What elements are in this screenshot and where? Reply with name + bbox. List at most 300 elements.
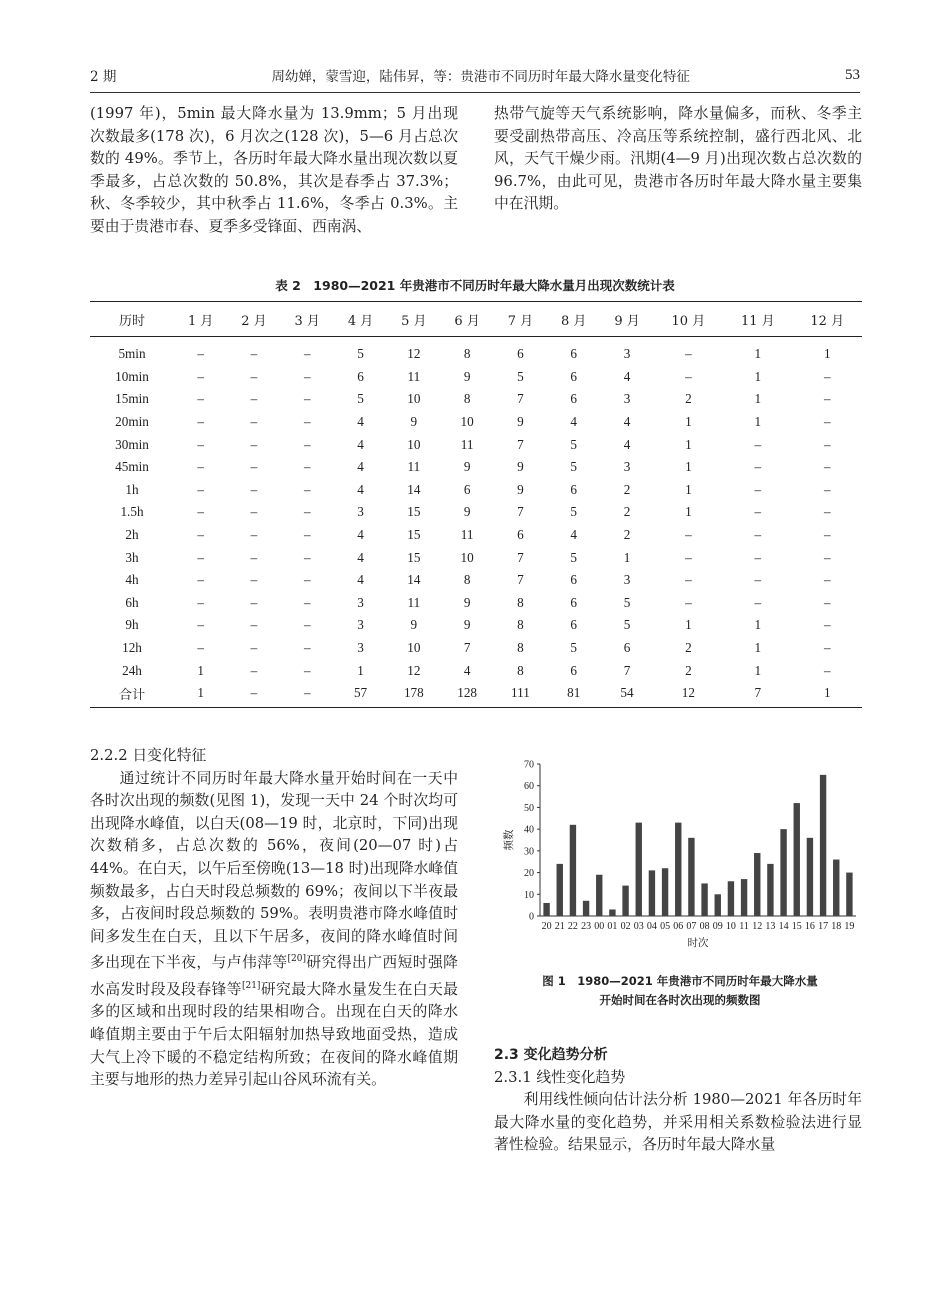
x-tick-label: 21 bbox=[554, 921, 565, 932]
bar-hour-10 bbox=[728, 881, 734, 916]
caption-line-2: 开始时间在各时次出现的频数图 bbox=[599, 993, 761, 1007]
table-cell: 6 bbox=[357, 368, 364, 384]
x-tick-label: 02 bbox=[620, 921, 631, 932]
table-cell: 12 bbox=[654, 682, 723, 707]
table-cell: 4 bbox=[623, 368, 631, 384]
bar-hour-15 bbox=[794, 803, 800, 916]
table-cell: 6 bbox=[570, 594, 578, 610]
table-cell: – bbox=[197, 572, 204, 588]
table-cell: 4 bbox=[357, 481, 364, 497]
section-222-heading: 2.2.2 日变化特征 bbox=[90, 747, 207, 764]
x-tick-label: 22 bbox=[567, 921, 578, 932]
table-cell: 4 bbox=[463, 662, 471, 678]
table-cell: 6 bbox=[570, 662, 578, 678]
table-cell: 20min bbox=[115, 414, 149, 430]
table-cell: 8 bbox=[463, 572, 471, 588]
column-header: 3 月 bbox=[281, 302, 334, 337]
table-cell: 1 bbox=[685, 617, 692, 633]
table-cell: 3 bbox=[623, 572, 631, 588]
table-cell: – bbox=[250, 640, 258, 656]
y-tick-label: 70 bbox=[524, 759, 534, 771]
x-tick-label: 16 bbox=[804, 921, 815, 932]
table-cell: 9 bbox=[463, 504, 471, 520]
table-cell: 5 bbox=[623, 594, 631, 610]
table-cell: 2 bbox=[685, 662, 692, 678]
table-cell: 1 bbox=[685, 504, 692, 520]
table-cell: – bbox=[303, 572, 311, 588]
table-cell: – bbox=[227, 682, 280, 707]
table-cell: – bbox=[197, 594, 204, 610]
table-cell: 9h bbox=[125, 617, 139, 633]
table-cell: 1.5h bbox=[120, 504, 144, 520]
table-cell: – bbox=[823, 436, 831, 452]
column-header: 4 月 bbox=[334, 302, 387, 337]
x-tick-label: 01 bbox=[607, 921, 618, 932]
bar-hour-02 bbox=[622, 886, 628, 916]
table-header-row bbox=[90, 302, 862, 337]
table-cell: 2h bbox=[125, 527, 139, 543]
table-cell: 3 bbox=[357, 594, 364, 610]
table-cell: 24h bbox=[122, 662, 142, 678]
table-cell: – bbox=[250, 572, 258, 588]
table-cell: 8 bbox=[517, 662, 524, 678]
table-cell: – bbox=[685, 594, 692, 610]
x-tick-label: 14 bbox=[778, 921, 789, 932]
table-cell: 1 bbox=[754, 346, 762, 362]
table-cell: 6 bbox=[570, 617, 578, 633]
y-tick-label: 10 bbox=[524, 889, 534, 901]
table-cell: 4 bbox=[357, 436, 364, 452]
table-cell: 1 bbox=[685, 481, 692, 497]
table-cell: – bbox=[685, 572, 692, 588]
table-cell: 3 bbox=[357, 640, 364, 656]
table-row bbox=[90, 337, 862, 366]
table-cell: – bbox=[197, 391, 204, 407]
table-cell: – bbox=[250, 662, 258, 678]
table-cell: – bbox=[250, 391, 258, 407]
table-cell: 8 bbox=[517, 640, 524, 656]
x-tick-label: 04 bbox=[646, 921, 657, 932]
table-cell: 2 bbox=[685, 391, 692, 407]
table-row bbox=[90, 501, 862, 524]
table-cell: 45min bbox=[115, 459, 149, 475]
section-222-paragraph bbox=[90, 768, 458, 1092]
table-row bbox=[90, 614, 862, 637]
x-tick-label: 13 bbox=[765, 921, 776, 932]
table-cell: – bbox=[303, 481, 311, 497]
bar-hour-06 bbox=[675, 823, 681, 916]
table-cell: 4 bbox=[357, 459, 364, 475]
table-cell: 5 bbox=[570, 549, 578, 565]
x-tick-label: 05 bbox=[660, 921, 671, 932]
table-cell: – bbox=[303, 459, 311, 475]
table-cell: 1 bbox=[792, 682, 862, 707]
table-cell: 7 bbox=[517, 549, 524, 565]
column-header: 1 月 bbox=[174, 302, 227, 337]
issue-number: 2 期 bbox=[90, 69, 117, 85]
bar-hour-09 bbox=[715, 894, 721, 916]
table-cell: 9 bbox=[517, 481, 524, 497]
table-cell: – bbox=[303, 549, 311, 565]
table-body bbox=[90, 337, 862, 708]
x-tick-label: 19 bbox=[844, 921, 855, 932]
table-cell: – bbox=[685, 549, 692, 565]
bar-hour-11 bbox=[741, 879, 747, 916]
table-cell: 1 bbox=[174, 682, 227, 707]
x-tick-label: 00 bbox=[594, 921, 605, 932]
column-header: 6 月 bbox=[440, 302, 493, 337]
table-cell: 4 bbox=[623, 414, 631, 430]
table-cell: 1 bbox=[623, 549, 631, 565]
table-cell: 1 bbox=[754, 617, 762, 633]
table-cell: 2 bbox=[623, 481, 631, 497]
y-axis-label: 频数 bbox=[503, 829, 515, 851]
table-cell: – bbox=[754, 549, 762, 565]
table-cell: 11 bbox=[407, 594, 421, 610]
bar-hour-08 bbox=[701, 883, 707, 916]
paragraph-text-3: 研究最大降水量发生在白天最多的区域和出现时段的结果相吻合。出现在白天的降水峰值期主要由于午后太阳辐射加热导致地面受热，造成大气上冷下暖的不稳定结构所致；在夜间的降水峰值期主要与地形的热力差异引起山谷风环流有关。 bbox=[90, 980, 458, 1089]
table-cell: 4 bbox=[357, 549, 364, 565]
table-cell: 9 bbox=[517, 414, 524, 430]
section-222 bbox=[90, 745, 458, 1092]
table-cell: 11 bbox=[460, 436, 474, 452]
table-cell: 11 bbox=[460, 527, 474, 543]
top-left-paragraph: (1997 年)，5min 最大降水量为 13.9mm；5 月出现次数最多(178 次)，6 月次之(128 次)，5—6 月占总次数的 49%。季节上，各历时年最大降水量出现次数以夏季最多，占总次数的 50.8%，其次是春季占 37.3%；秋、冬季较少，其中秋季占 11.6%，冬季占 0.3%。主要由于贵港市春、夏季多受锋面、西南涡、 bbox=[90, 105, 458, 235]
table-cell: 4 bbox=[570, 414, 578, 430]
table-row bbox=[90, 433, 862, 456]
table-cell: – bbox=[250, 459, 258, 475]
table-cell: 1 bbox=[357, 662, 364, 678]
table-row bbox=[90, 366, 862, 389]
table-cell: – bbox=[197, 414, 204, 430]
table-cell: – bbox=[250, 436, 258, 452]
x-tick-label: 20 bbox=[541, 921, 552, 932]
x-tick-label: 06 bbox=[673, 921, 684, 932]
table-cell: 12 bbox=[407, 662, 421, 678]
running-title: 周幼婵，蒙雪迎，陆伟昇，等：贵港市不同历时年最大降水量变化特征 bbox=[271, 69, 690, 85]
table-cell: 7 bbox=[517, 504, 524, 520]
table-cell: – bbox=[197, 617, 204, 633]
table-cell: – bbox=[250, 594, 258, 610]
table-cell: 7 bbox=[463, 640, 471, 656]
table-cell: 4h bbox=[125, 572, 139, 588]
top-right-paragraph: 热带气旋等天气系统影响，降水量偏多，而秋、冬季主要受副热带高压、冷高压等系统控制，盛行西北风、北风，天气干燥少雨。汛期(4—9 月)出现次数占总次数的 96.7%，由此可见，贵港市各历时年最大降水量主要集中在汛期。 bbox=[494, 105, 862, 213]
table-row bbox=[90, 592, 862, 615]
table-row bbox=[90, 411, 862, 434]
column-header: 9 月 bbox=[600, 302, 653, 337]
table-cell: 14 bbox=[407, 572, 421, 588]
table-row bbox=[90, 524, 862, 547]
table-cell: 11 bbox=[407, 459, 421, 475]
table-cell: 10 bbox=[460, 549, 474, 565]
table-cell: 1 bbox=[754, 414, 762, 430]
table-cell: 14 bbox=[407, 481, 421, 497]
top-right-column bbox=[494, 103, 862, 216]
table-cell: 5 bbox=[570, 436, 578, 452]
bar-hour-01 bbox=[609, 909, 615, 916]
figure-1-bar-chart bbox=[500, 756, 860, 966]
bar-hour-21 bbox=[557, 864, 563, 916]
bar-hour-07 bbox=[688, 838, 694, 916]
table-row bbox=[90, 637, 862, 660]
table-cell: 1 bbox=[197, 662, 204, 678]
table-cell: 1 bbox=[823, 346, 831, 362]
column-header: 5 月 bbox=[387, 302, 440, 337]
column-header: 7 月 bbox=[494, 302, 547, 337]
table-cell: – bbox=[823, 617, 831, 633]
section-23-heading: 2.3 变化趋势分析 bbox=[494, 1047, 608, 1063]
table-cell: 5 bbox=[517, 368, 524, 384]
table-cell: – bbox=[303, 617, 311, 633]
y-tick-label: 30 bbox=[524, 846, 534, 858]
table-row bbox=[90, 569, 862, 592]
y-tick-label: 20 bbox=[524, 868, 534, 880]
table-cell: – bbox=[197, 368, 204, 384]
table-cell: – bbox=[250, 549, 258, 565]
table-cell: 1 bbox=[685, 436, 692, 452]
table-cell: 5 bbox=[357, 391, 364, 407]
table-cell: 8 bbox=[517, 617, 524, 633]
column-header: 2 月 bbox=[227, 302, 280, 337]
table-cell: – bbox=[823, 549, 831, 565]
table-cell: 15min bbox=[115, 391, 149, 407]
x-tick-label: 18 bbox=[831, 921, 842, 932]
table-cell: – bbox=[754, 527, 762, 543]
table-cell: – bbox=[250, 504, 258, 520]
table-cell: 6 bbox=[570, 368, 578, 384]
page-number: 53 bbox=[844, 66, 860, 83]
table-cell: – bbox=[250, 414, 258, 430]
table-cell: 9 bbox=[463, 617, 471, 633]
table-cell: 9 bbox=[410, 617, 418, 633]
x-tick-label: 12 bbox=[752, 921, 763, 932]
table-cell: 9 bbox=[463, 594, 471, 610]
table-cell: 9 bbox=[463, 368, 471, 384]
bar-hour-19 bbox=[846, 873, 852, 916]
table-cell: 10min bbox=[115, 368, 149, 384]
table-cell: 3 bbox=[623, 346, 631, 362]
x-tick-label: 07 bbox=[686, 921, 697, 932]
table-cell: 1 bbox=[754, 391, 762, 407]
table-cell: 7 bbox=[517, 436, 524, 452]
table-cell: – bbox=[250, 346, 258, 362]
table-cell: – bbox=[197, 459, 204, 475]
table-row bbox=[90, 388, 862, 411]
table-cell: – bbox=[685, 346, 692, 362]
bar-hour-14 bbox=[780, 829, 786, 916]
x-tick-label: 10 bbox=[725, 921, 736, 932]
table-row bbox=[90, 682, 862, 707]
table-cell: 3 bbox=[623, 391, 631, 407]
column-header: 10 月 bbox=[654, 302, 723, 337]
table-cell: 8 bbox=[463, 346, 471, 362]
table-cell: 178 bbox=[387, 682, 440, 707]
y-tick-label: 60 bbox=[524, 781, 534, 793]
table-cell: 10 bbox=[407, 640, 421, 656]
table-cell: 10 bbox=[407, 391, 421, 407]
table-cell: 2 bbox=[623, 527, 631, 543]
table-cell: 1 bbox=[754, 640, 762, 656]
table-cell: 7 bbox=[517, 572, 524, 588]
bar-hour-20 bbox=[543, 903, 549, 916]
table-cell: 3h bbox=[125, 549, 139, 565]
table-cell: 6 bbox=[570, 391, 578, 407]
table-cell: 8 bbox=[463, 391, 471, 407]
table-cell: 1 bbox=[754, 368, 762, 384]
table-cell: – bbox=[754, 459, 762, 475]
table-cell: 1h bbox=[125, 481, 139, 497]
table-cell: 11 bbox=[407, 368, 421, 384]
section-231-heading: 2.3.1 线性变化趋势 bbox=[494, 1068, 626, 1086]
x-tick-label: 09 bbox=[712, 921, 723, 932]
table-row bbox=[90, 659, 862, 682]
table-cell: 5 bbox=[357, 346, 364, 362]
table-cell: – bbox=[823, 368, 831, 384]
table-cell: 4 bbox=[357, 414, 364, 430]
table-cell: – bbox=[823, 391, 831, 407]
section-23 bbox=[494, 1044, 862, 1157]
table-cell: 5min bbox=[118, 346, 146, 362]
citation-21: [21] bbox=[241, 980, 261, 991]
column-header: 11 月 bbox=[723, 302, 792, 337]
x-tick-label: 23 bbox=[581, 921, 592, 932]
x-tick-label: 17 bbox=[818, 921, 829, 932]
table-cell: – bbox=[823, 572, 831, 588]
bar-hour-22 bbox=[570, 825, 576, 916]
table-cell: – bbox=[685, 527, 692, 543]
x-tick-label: 11 bbox=[739, 921, 749, 932]
table-cell: 4 bbox=[357, 527, 364, 543]
y-tick-label: 0 bbox=[529, 911, 534, 923]
page-header bbox=[90, 64, 860, 93]
monthly-count-table bbox=[90, 301, 862, 708]
table-cell: 128 bbox=[440, 682, 493, 707]
table-cell: 5 bbox=[570, 504, 578, 520]
x-tick-label: 03 bbox=[633, 921, 644, 932]
caption-line-1: 图 1 1980—2021 年贵港市不同历时年最大降水量 bbox=[542, 974, 818, 988]
table-cell: – bbox=[754, 504, 762, 520]
table-cell: 12h bbox=[122, 640, 142, 656]
table-cell: 6 bbox=[463, 481, 471, 497]
table-cell: – bbox=[754, 572, 762, 588]
bar-hour-16 bbox=[807, 838, 813, 916]
column-header: 历时 bbox=[90, 302, 174, 337]
table-cell: 6 bbox=[517, 346, 524, 362]
table-title: 表 2 1980—2021 年贵港市不同历时年最大降水量月出现次数统计表 bbox=[275, 278, 675, 293]
bar-hour-13 bbox=[767, 864, 773, 916]
column-header: 12 月 bbox=[792, 302, 862, 337]
table-cell: – bbox=[823, 481, 831, 497]
table-cell: – bbox=[197, 481, 204, 497]
bar-hour-12 bbox=[754, 853, 760, 916]
table-cell: – bbox=[303, 391, 311, 407]
table-cell: – bbox=[303, 527, 311, 543]
table-cell: – bbox=[197, 436, 204, 452]
table-cell: 9 bbox=[463, 459, 471, 475]
table-cell: 9 bbox=[517, 459, 524, 475]
table-cell: 57 bbox=[334, 682, 387, 707]
top-left-column bbox=[90, 103, 458, 239]
table-cell: 6 bbox=[623, 640, 631, 656]
table-cell: 8 bbox=[517, 594, 524, 610]
paragraph-text-2: 研究得出广西短时强降水高发时段及段春锋等 bbox=[90, 954, 458, 998]
bar-hour-17 bbox=[820, 775, 826, 916]
table-cell: 15 bbox=[407, 527, 421, 543]
table-cell: – bbox=[197, 504, 204, 520]
bar-hour-04 bbox=[649, 870, 655, 916]
table-cell: 12 bbox=[407, 346, 421, 362]
table-cell: – bbox=[823, 459, 831, 475]
table-cell: 5 bbox=[570, 459, 578, 475]
table-cell: – bbox=[823, 640, 831, 656]
table-cell: – bbox=[303, 640, 311, 656]
table-cell: 10 bbox=[407, 436, 421, 452]
table-cell: 7 bbox=[517, 391, 524, 407]
table-cell: – bbox=[754, 436, 762, 452]
table-cell: – bbox=[250, 527, 258, 543]
table-row bbox=[90, 546, 862, 569]
table-cell: 6h bbox=[125, 594, 139, 610]
table-cell: – bbox=[303, 346, 311, 362]
table-cell: 3 bbox=[623, 459, 631, 475]
table-cell: 4 bbox=[570, 527, 578, 543]
table-cell: – bbox=[823, 662, 831, 678]
table-cell: – bbox=[197, 640, 204, 656]
table-cell: 54 bbox=[600, 682, 653, 707]
table-cell: 2 bbox=[623, 504, 631, 520]
table-cell: 1 bbox=[685, 414, 692, 430]
table-cell: – bbox=[303, 368, 311, 384]
bar-hour-00 bbox=[596, 875, 602, 916]
table-cell: 合计 bbox=[90, 682, 174, 707]
table-cell: – bbox=[823, 594, 831, 610]
table-cell: 3 bbox=[357, 504, 364, 520]
bar-hour-03 bbox=[636, 823, 642, 916]
table-cell: – bbox=[823, 414, 831, 430]
table-cell: – bbox=[197, 346, 204, 362]
table-row bbox=[90, 479, 862, 502]
table-cell: 1 bbox=[685, 459, 692, 475]
table-cell: – bbox=[303, 436, 311, 452]
bar-hour-23 bbox=[583, 901, 589, 916]
table-cell: – bbox=[754, 481, 762, 497]
table-cell: 30min bbox=[115, 436, 149, 452]
table-cell: 7 bbox=[723, 682, 792, 707]
table-cell: 15 bbox=[407, 504, 421, 520]
table-cell: – bbox=[250, 481, 258, 497]
y-tick-label: 40 bbox=[524, 824, 534, 836]
table-cell: 2 bbox=[685, 640, 692, 656]
citation-20: [20] bbox=[287, 954, 307, 965]
table-cell: 6 bbox=[570, 481, 578, 497]
table-row bbox=[90, 456, 862, 479]
table-cell: – bbox=[823, 527, 831, 543]
table-cell: 5 bbox=[570, 640, 578, 656]
table-cell: 5 bbox=[623, 617, 631, 633]
table-cell: 4 bbox=[357, 572, 364, 588]
table-cell: 7 bbox=[623, 662, 631, 678]
table-cell: 3 bbox=[357, 617, 364, 633]
table-cell: – bbox=[250, 368, 258, 384]
table-cell: – bbox=[281, 682, 334, 707]
table-cell: – bbox=[303, 414, 311, 430]
table-cell: – bbox=[823, 504, 831, 520]
table-cell: 10 bbox=[460, 414, 474, 430]
table-cell: – bbox=[303, 504, 311, 520]
table-cell: 1 bbox=[754, 662, 762, 678]
table-cell: – bbox=[685, 368, 692, 384]
table-cell: – bbox=[197, 527, 204, 543]
